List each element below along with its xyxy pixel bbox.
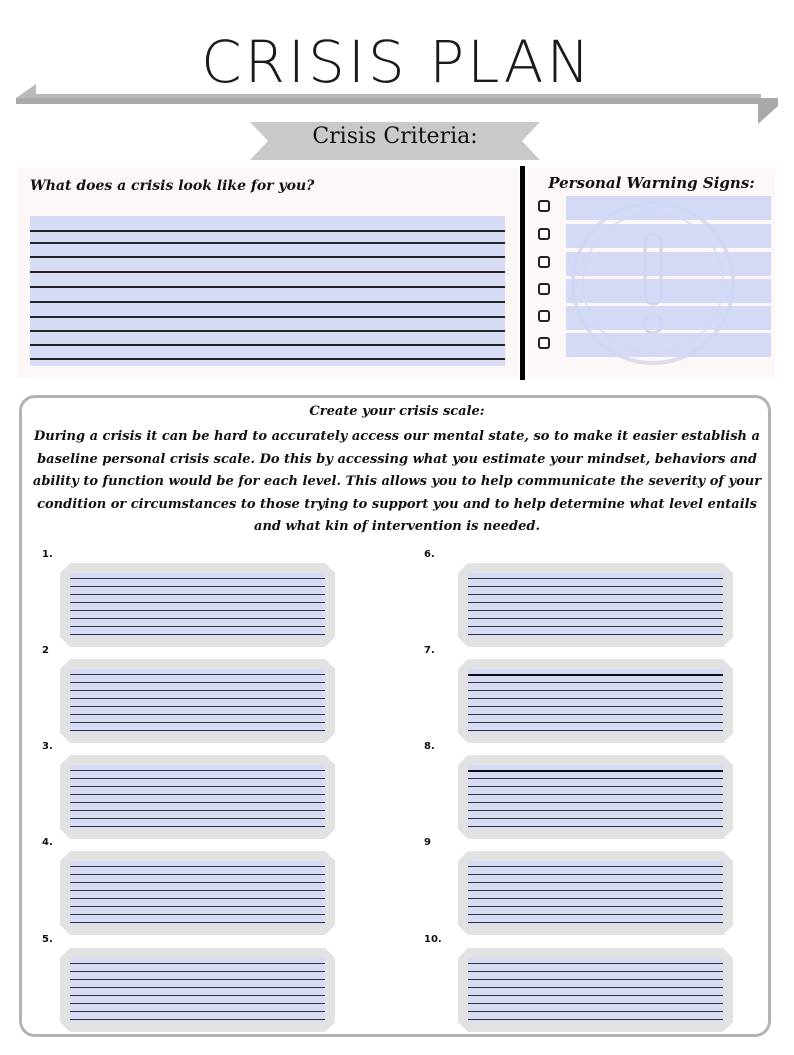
level-card [60,563,335,647]
warning-signs-title: Personal Warning Signs: [548,174,755,192]
writing-line [468,979,723,980]
level-card [458,563,733,647]
writing-line [70,778,325,779]
writing-line [30,358,505,360]
writing-line [70,810,325,811]
warning-sign-row [536,333,772,355]
writing-line [30,301,505,303]
level-number: 8. [424,741,435,752]
writing-line [70,690,325,691]
level-number: 4. [42,837,53,848]
writing-line [468,1011,723,1012]
panel-divider [520,166,525,380]
level-writing-area[interactable] [468,765,723,829]
writing-line [70,786,325,787]
writing-line [468,722,723,723]
level-number: 2 [42,645,49,656]
level-card [458,659,733,743]
writing-line [70,682,325,683]
writing-line [30,286,505,288]
level-number: 5. [42,934,53,945]
writing-line [468,802,723,803]
level-number: 1. [42,549,53,560]
writing-line [468,690,723,691]
warning-sign-field[interactable] [566,196,771,220]
writing-line [468,874,723,875]
writing-line [30,316,505,318]
writing-line [468,794,723,795]
writing-line [70,906,325,907]
writing-line [468,698,723,699]
level-writing-area[interactable] [70,573,325,637]
writing-line [468,898,723,899]
writing-line [70,898,325,899]
writing-line [468,634,723,635]
writing-line [70,963,325,964]
criteria-banner-label: Crisis Criteria: [312,124,478,149]
writing-line [468,882,723,883]
writing-line [30,344,505,346]
level-writing-area[interactable] [70,958,325,1022]
writing-line [70,890,325,891]
level-number: 6. [424,549,435,560]
writing-line [468,778,723,779]
writing-line [468,610,723,611]
writing-line [30,230,505,232]
checkbox[interactable] [538,200,550,212]
writing-line [30,271,505,273]
level-number: 9 [424,837,431,848]
writing-line [70,618,325,619]
writing-line [70,586,325,587]
warning-sign-row [536,196,772,218]
writing-line [468,770,723,772]
writing-line [70,802,325,803]
level-card [458,755,733,839]
writing-line [70,987,325,988]
writing-line [70,594,325,595]
writing-line [70,610,325,611]
writing-line [70,866,325,867]
level-card [60,755,335,839]
level-number: 10. [424,934,442,945]
writing-line [30,330,505,332]
writing-line [468,810,723,811]
level-writing-area[interactable] [468,573,723,637]
writing-line [468,914,723,915]
level-writing-area[interactable] [468,669,723,733]
writing-line [70,722,325,723]
writing-line [468,714,723,715]
writing-line [70,826,325,827]
writing-line [468,586,723,587]
writing-line [468,963,723,964]
scale-instructions: During a crisis it can be hard to accurately access our mental state, so to make it easier establish a baseline personal crisis scale. Do this by accessing what you estimate your mindset, behaviors and ability to function would be for each level. This allows you to help communicate the severity of your condition or circumstances to those trying to support you and to help determine what level entails and what kin of intervention is needed. [32,429,762,534]
writing-line [468,594,723,595]
writing-line [30,256,505,258]
writing-line [70,706,325,707]
warning-signs-panel [528,168,775,378]
writing-line [468,706,723,707]
writing-line [70,882,325,883]
level-card [60,948,335,1032]
level-card [458,851,733,935]
writing-line [468,1019,723,1020]
writing-line [70,698,325,699]
writing-line [468,995,723,996]
writing-line [70,730,325,731]
writing-line [70,1019,325,1020]
level-writing-area[interactable] [70,765,325,829]
writing-line [468,626,723,627]
writing-line [70,770,325,771]
writing-line [70,995,325,996]
level-card [60,851,335,935]
warning-sign-field[interactable] [566,252,771,276]
writing-line [468,866,723,867]
checkbox[interactable] [538,283,550,295]
warning-sign-field[interactable] [566,279,771,303]
writing-line [468,786,723,787]
warning-sign-row [536,224,772,246]
crisis-description-panel [18,168,518,378]
writing-line [70,818,325,819]
scale-heading: Create your crisis scale: [309,404,485,419]
level-writing-area[interactable] [468,861,723,925]
page-title: CRISIS PLAN [201,28,593,96]
level-writing-area[interactable] [70,861,325,925]
writing-line [70,979,325,980]
crisis-description-lines[interactable] [30,216,505,366]
writing-line [468,1003,723,1004]
level-number: 7. [424,645,435,656]
writing-line [468,674,723,676]
writing-line [468,730,723,731]
writing-line [468,818,723,819]
checkbox[interactable] [538,228,550,240]
writing-line [70,626,325,627]
writing-line [70,674,325,675]
writing-line [468,826,723,827]
writing-line [468,971,723,972]
writing-line [468,602,723,603]
warning-sign-field[interactable] [566,306,771,330]
warning-sign-row [536,279,772,301]
writing-line [468,578,723,579]
warning-sign-row [536,252,772,274]
writing-line [468,682,723,683]
writing-line [468,890,723,891]
level-card [458,948,733,1032]
warning-sign-row [536,306,772,328]
writing-line [70,602,325,603]
warning-sign-field[interactable] [566,333,771,357]
level-number: 3. [42,741,53,752]
writing-line [70,634,325,635]
level-card [60,659,335,743]
level-writing-area[interactable] [70,669,325,733]
writing-line [70,971,325,972]
writing-line [70,914,325,915]
writing-line [70,874,325,875]
writing-line [70,794,325,795]
crisis-question-label: What does a crisis look like for you? [30,178,315,194]
writing-line [70,578,325,579]
writing-line [70,714,325,715]
writing-line [70,1011,325,1012]
writing-line [30,242,505,244]
writing-line [468,618,723,619]
writing-line [468,987,723,988]
writing-line [70,922,325,923]
checkbox[interactable] [538,337,550,349]
writing-line [70,1003,325,1004]
writing-line [468,906,723,907]
checkbox[interactable] [538,310,550,322]
warning-sign-field[interactable] [566,224,771,248]
level-writing-area[interactable] [468,958,723,1022]
checkbox[interactable] [538,256,550,268]
writing-line [468,922,723,923]
